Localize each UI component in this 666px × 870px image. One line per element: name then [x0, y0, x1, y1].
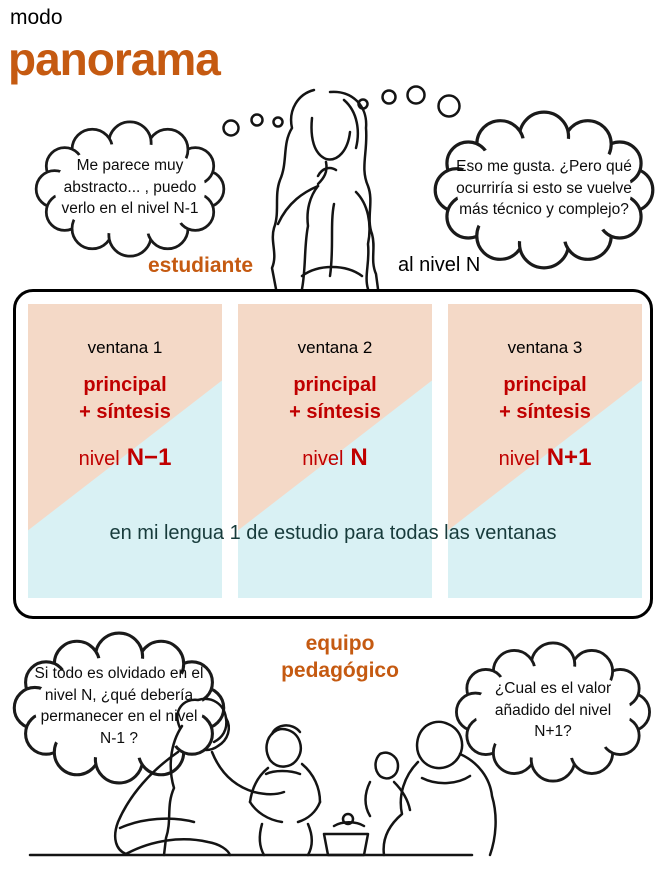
window-1-title: ventana 1 — [87, 338, 163, 357]
window-1-level-prefix: nivel — [78, 448, 120, 470]
window-2-level-prefix: nivel — [302, 448, 344, 470]
panorama-board — [13, 289, 653, 619]
window-2-sintesis: + síntesis — [289, 401, 381, 423]
window-panel-2 — [238, 304, 432, 598]
team-line-drawing — [22, 692, 508, 864]
window-3-sintesis: + síntesis — [499, 401, 591, 423]
mode-label: modo — [10, 6, 63, 29]
windows-row — [28, 304, 642, 598]
window-3-level-value: N+1 — [546, 444, 592, 471]
team-role-label-line2: pedagógico — [281, 659, 399, 683]
team-thought-bubble-right-text: ¿Cual es el valor añadido del nivel N+1? — [494, 680, 612, 741]
window-panel-3 — [448, 304, 642, 598]
window-1-sintesis: + síntesis — [79, 401, 171, 423]
student-thought-bubble-left-text: Me parece muy abstracto... , puedo verlo en el nivel N-1 — [61, 157, 199, 218]
window-2-principal: principal — [293, 374, 377, 396]
window-1-principal: principal — [83, 374, 167, 396]
student-role-label: estudiante — [148, 254, 254, 277]
window-panel-1 — [28, 304, 222, 598]
window-3-title: ventana 3 — [507, 338, 583, 357]
window-3-level — [448, 444, 642, 472]
window-2-title: ventana 2 — [297, 338, 373, 357]
student-thought-bubble-right — [424, 110, 664, 270]
student-thought-bubble-right-text: Eso me gusta. ¿Pero qué ocurriría si esto se vuelve más técnico y complejo? — [456, 158, 632, 219]
window-1-level-value: N−1 — [126, 444, 172, 471]
student-thought-bubble-left — [22, 120, 238, 258]
team-role-label — [240, 630, 440, 685]
window-1-level — [28, 444, 222, 472]
window-2-level-value: N — [350, 444, 368, 471]
page-title: panorama — [8, 33, 220, 85]
student-level-label: al nivel N — [398, 254, 481, 276]
team-thought-bubble-left-text: Si todo es olvidado en el nivel N, ¿qué debería permanecer en el nivel N-1 ? — [34, 664, 204, 747]
window-3-principal: principal — [503, 374, 587, 396]
board-footer-text: en mi lengua 1 de estudio para todas las ventanas — [109, 522, 557, 544]
team-role-label-line1: equipo — [305, 632, 375, 655]
window-2-level — [238, 444, 432, 472]
window-3-level-prefix: nivel — [498, 448, 540, 470]
